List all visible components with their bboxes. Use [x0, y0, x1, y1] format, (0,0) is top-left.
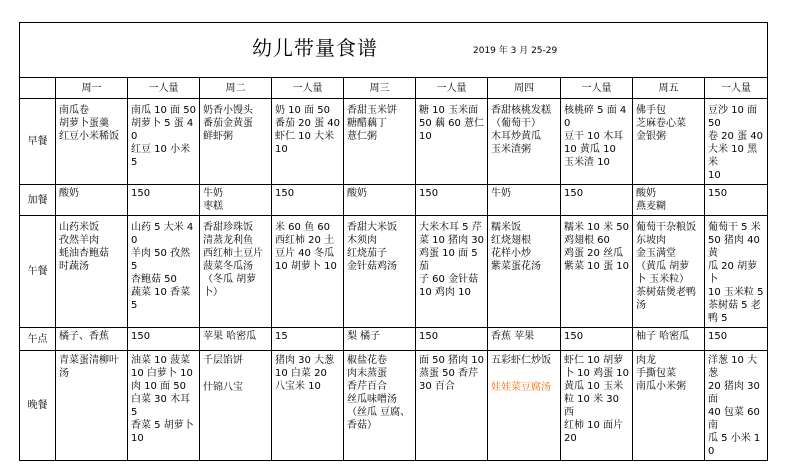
- column-header: 一人量: [561, 78, 633, 99]
- page-title: 幼儿带量食谱: [252, 36, 378, 60]
- dish-cell: [344, 99, 416, 185]
- dish-cell: [56, 99, 128, 185]
- column-header: 一人量: [128, 78, 200, 99]
- quantity-cell: [272, 328, 344, 351]
- cell-line: 燕麦糊: [636, 201, 666, 212]
- cell-line: 孜然羊肉: [59, 235, 99, 246]
- cell-line: 大米木耳 5 芹: [419, 222, 482, 233]
- cell-line: 香甜核桃发糕: [491, 105, 551, 116]
- cell-line: （葡萄干）: [491, 118, 541, 129]
- cell-line: 10 白萝卜 10: [131, 368, 193, 379]
- cell-line: 核桃碎 5 面 40: [564, 105, 627, 129]
- dish-cell: [200, 99, 272, 185]
- cell-line: 猪肉 30 大葱: [275, 355, 335, 366]
- cell-line: 什锦八宝: [203, 382, 243, 393]
- cell-line: 香甜珍珠饭: [203, 222, 253, 233]
- cell-line: 卜）: [203, 287, 223, 298]
- cell-line: 香芹百合: [347, 381, 387, 392]
- cell-line: 肉末蒸蛋: [347, 368, 387, 379]
- cell-line: 卷 20 蛋 40: [708, 131, 763, 142]
- cell-line: （丝瓜 豆腐、: [347, 407, 411, 418]
- cell-line: 糯米 10 米 50: [564, 222, 629, 233]
- cell-line: 10 黄瓜 10: [564, 144, 616, 155]
- cell-line: （黄瓜 胡萝: [636, 261, 690, 272]
- meal-label: 加餐: [20, 185, 56, 216]
- quantity-cell: [705, 351, 768, 461]
- cell-line: 20 猪肉 30 面: [708, 381, 763, 405]
- cell-line: 胡萝卜 5 蛋 40: [131, 118, 194, 142]
- quantity-cell: [272, 185, 344, 216]
- cell-line: 玉米渣粥: [491, 144, 531, 155]
- cell-line: 鲜虾粥: [203, 131, 233, 142]
- cell-line: 红烧茄子: [347, 248, 387, 259]
- cell-line: 杏鲍菇 50: [131, 274, 177, 285]
- cell-line: 150: [275, 188, 295, 199]
- date-range: 2019 年 3 月 25-29: [473, 46, 558, 56]
- cell-line: 150: [131, 331, 151, 342]
- header-row: [20, 78, 768, 99]
- quantity-cell: [416, 185, 488, 216]
- quantity-cell: [272, 99, 344, 185]
- cell-line: 10 胡萝卜 10: [275, 261, 337, 272]
- cell-line: 菜 10 猪肉 30: [419, 235, 484, 246]
- cell-line: 时蔬汤: [59, 261, 89, 272]
- cell-line: 鸡蛋 10 面 5 茄: [419, 248, 481, 272]
- cell-line: 150: [419, 188, 439, 199]
- dish-cell: [344, 216, 416, 328]
- cell-line: 金针菇鸡汤: [347, 261, 397, 272]
- cell-line: 10 鸡肉 10: [419, 287, 471, 298]
- cell-line: 香菜 5 胡萝卜: [131, 420, 194, 431]
- cell-line: 肉龙: [636, 355, 656, 366]
- cell-line: 白菜 30 木耳 5: [131, 394, 194, 418]
- cell-line: 千层馅饼: [203, 355, 243, 366]
- cell-line: 茶树菇 5 老: [708, 300, 761, 311]
- cell-line: 香菇）: [347, 420, 377, 431]
- cell-line: 西红柿土豆片: [203, 248, 263, 259]
- dish-cell: [633, 216, 705, 328]
- quantity-cell: [416, 328, 488, 351]
- cell-line: 蔬菜 10 香菜 5: [131, 287, 194, 311]
- quantity-cell: [128, 351, 200, 461]
- dish-cell: [633, 351, 705, 461]
- cell-line: 10 白菜 20: [275, 368, 327, 379]
- meal-row: [20, 328, 768, 351]
- cell-line: 五彩虾仁炒饭: [491, 355, 551, 366]
- cell-line: 红柿 10 面片: [564, 420, 624, 431]
- cell-line: 150: [131, 188, 151, 199]
- cell-line: 150: [419, 331, 439, 342]
- cell-line: 葡萄干杂粮饭: [636, 222, 696, 233]
- cell-line: 羊肉 50 孜然 5: [131, 248, 194, 272]
- cell-line: 红豆小米稀饭: [59, 131, 119, 142]
- cell-line: 豆干 10 木耳: [564, 131, 624, 142]
- cell-line: （冬瓜 胡萝: [203, 274, 257, 285]
- cell-line: 橘子、香蕉: [59, 331, 109, 342]
- cell-line: 紫菜 10 蛋 10: [564, 261, 629, 272]
- dish-cell: [200, 216, 272, 328]
- meal-row: [20, 351, 768, 461]
- cell-line: 卜 10 鸡蛋 10: [564, 368, 629, 379]
- dish-cell: [56, 328, 128, 351]
- cell-line: 南瓜小米粥: [636, 381, 686, 392]
- cell-line: 豆沙 10 面 50: [708, 105, 761, 129]
- cell-line: 10 玉米粒 5: [708, 287, 764, 298]
- cell-line: 红烧翅根: [491, 235, 531, 246]
- cell-line: 木须肉: [347, 235, 377, 246]
- cell-line: 鸡翅根 60: [564, 235, 610, 246]
- cell-line: 30 百合: [419, 381, 455, 392]
- cell-line: 梨 橘子: [347, 331, 381, 342]
- cell-line: 菠菜冬瓜汤: [203, 261, 253, 272]
- cell-line: 牛奶: [203, 188, 223, 199]
- cell-line: 青菜蛋清柳叶: [59, 355, 119, 366]
- cell-line: [203, 367, 268, 381]
- cell-line: 酸奶: [347, 188, 367, 199]
- title-cell: [20, 23, 768, 78]
- cell-line: 金银粥: [636, 131, 666, 142]
- cell-line: 清蒸龙利鱼: [203, 235, 253, 246]
- quantity-cell: [561, 351, 633, 461]
- cell-line: 50 猪肉 40 黄: [708, 235, 763, 259]
- cell-line: 胡萝卜蛋羹: [59, 118, 109, 129]
- meal-label: 午点: [20, 328, 56, 351]
- cell-line: 大米 10 黑米: [708, 144, 758, 168]
- cell-line: 南瓜卷: [59, 105, 89, 116]
- cell-line: [491, 367, 557, 381]
- cell-line: 150: [708, 331, 728, 342]
- cell-line: 黄瓜 10 玉米: [564, 381, 624, 392]
- quantity-cell: [416, 99, 488, 185]
- cell-line: 10: [275, 144, 288, 155]
- quantity-cell: [272, 216, 344, 328]
- cell-line: 薏仁粥: [347, 131, 377, 142]
- meal-label: 早餐: [20, 99, 56, 185]
- cell-line: 10: [708, 170, 721, 181]
- cell-line: 粒 10 米 30 西: [564, 394, 623, 418]
- cell-line: 南瓜 10 面 50: [131, 105, 196, 116]
- cell-line: 瓜 5 小米 10: [708, 433, 761, 457]
- cell-line: 汤: [636, 300, 646, 311]
- quantity-cell: [561, 328, 633, 351]
- quantity-cell: [705, 216, 768, 328]
- cell-line: 香甜大米饭: [347, 222, 397, 233]
- meal-label: 晚餐: [20, 351, 56, 461]
- menu-sheet: [19, 22, 768, 461]
- cell-line: 枣糕: [203, 201, 223, 212]
- dish-cell: [633, 328, 705, 351]
- cell-line: 糯米饭: [491, 222, 521, 233]
- cell-line: 娃娃菜豆腐汤: [491, 382, 551, 393]
- dish-cell: [344, 185, 416, 216]
- cell-line: 东坡肉: [636, 235, 666, 246]
- cell-line: 糖醋藕丁: [347, 118, 387, 129]
- cell-line: 子 60 金针菇: [419, 274, 479, 285]
- cell-line: 山药 5 大米 40: [131, 222, 194, 246]
- cell-line: 番茄 20 蛋 40: [275, 118, 340, 129]
- cell-line: 香蕉 苹果: [491, 331, 535, 342]
- cell-line: 奶 10 面 50: [275, 105, 330, 116]
- cell-line: 虾仁 10 胡萝: [564, 355, 624, 366]
- quantity-cell: [272, 351, 344, 461]
- cell-line: 卜 玉米粒）: [636, 274, 690, 285]
- cell-line: 佛手包: [636, 105, 666, 116]
- cell-line: 50 藕 60 薏仁: [419, 118, 484, 129]
- quantity-cell: [561, 216, 633, 328]
- cell-line: 紫菜蛋花汤: [491, 261, 541, 272]
- cell-line: 香甜玉米饼: [347, 105, 397, 116]
- cell-line: 面 50 猪肉 10: [419, 355, 484, 366]
- cell-line: 玉米渣 10: [564, 157, 610, 168]
- quantity-cell: [705, 99, 768, 185]
- column-header: 一人量: [705, 78, 768, 99]
- quantity-cell: [561, 99, 633, 185]
- header-corner: [20, 78, 56, 99]
- quantity-cell: [128, 216, 200, 328]
- cell-line: 丝瓜味噌汤: [347, 394, 397, 405]
- dish-cell: [200, 185, 272, 216]
- quantity-cell: [705, 185, 768, 216]
- cell-line: 150: [708, 188, 728, 199]
- cell-line: 苹果 哈密瓜: [203, 331, 257, 342]
- cell-line: 椒盐花卷: [347, 355, 387, 366]
- dish-cell: [488, 99, 561, 185]
- cell-line: 芝麻卷心菜: [636, 118, 686, 129]
- dish-cell: [488, 185, 561, 216]
- dish-cell: [56, 351, 128, 461]
- cell-line: 八宝米 10: [275, 381, 321, 392]
- cell-line: 糖 10 玉米面: [419, 105, 479, 116]
- quantity-cell: [705, 328, 768, 351]
- cell-line: 手撕包菜: [636, 368, 676, 379]
- dish-cell: [344, 351, 416, 461]
- cell-line: 米 60 鱼 60: [275, 222, 330, 233]
- dish-cell: [633, 99, 705, 185]
- cell-line: 15: [275, 331, 288, 342]
- quantity-cell: [416, 351, 488, 461]
- meal-label: 午餐: [20, 216, 56, 328]
- cell-line: 蚝油杏鲍菇: [59, 248, 109, 259]
- cell-line: 酸奶: [59, 188, 79, 199]
- cell-line: 葡萄干 5 米: [708, 222, 761, 233]
- column-header: 周五: [633, 78, 705, 99]
- cell-line: 150: [564, 331, 584, 342]
- cell-line: 蒸蛋 50 香芹: [419, 368, 479, 379]
- cell-line: 20: [564, 433, 577, 444]
- column-header: 一人量: [416, 78, 488, 99]
- cell-line: 虾仁 10 大米: [275, 131, 335, 142]
- cell-line: 鸭 5: [708, 313, 728, 324]
- quantity-cell: [128, 99, 200, 185]
- cell-line: 10: [419, 131, 432, 142]
- column-header: 周四: [488, 78, 561, 99]
- cell-line: 木耳炒黄瓜: [491, 131, 541, 142]
- column-header: 周二: [200, 78, 272, 99]
- meal-row: [20, 216, 768, 328]
- cell-line: 油菜 10 菠菜: [131, 355, 191, 366]
- meal-row: [20, 99, 768, 185]
- cell-line: 10: [131, 433, 144, 444]
- dish-cell: [200, 328, 272, 351]
- cell-line: 红豆 10 小米 5: [131, 144, 194, 168]
- cell-line: 金玉满堂: [636, 248, 676, 259]
- dish-cell: [488, 351, 561, 461]
- cell-line: 奶香小馒头: [203, 105, 253, 116]
- dish-cell: [488, 216, 561, 328]
- cell-line: 花样小炒: [491, 248, 531, 259]
- menu-table: [19, 22, 768, 461]
- column-header: 周三: [344, 78, 416, 99]
- meal-row: [20, 185, 768, 216]
- cell-line: 西红柿 20 土: [275, 235, 335, 246]
- cell-line: 番茄金黄蛋: [203, 118, 253, 129]
- cell-line: 瓜 20 胡萝卜: [708, 261, 758, 285]
- dish-cell: [344, 328, 416, 351]
- cell-line: 肉 10 面 50: [131, 381, 186, 392]
- cell-line: 茶树菇煲老鸭: [636, 287, 696, 298]
- cell-line: 40 包菜 60 南: [708, 407, 763, 431]
- cell-line: 豆片 40 冬瓜: [275, 248, 335, 259]
- dish-cell: [200, 351, 272, 461]
- quantity-cell: [561, 185, 633, 216]
- cell-line: 洋葱 10 大葱: [708, 355, 758, 379]
- dish-cell: [56, 185, 128, 216]
- dish-cell: [633, 185, 705, 216]
- cell-line: 牛奶: [491, 188, 511, 199]
- quantity-cell: [128, 185, 200, 216]
- cell-line: 山药米饭: [59, 222, 99, 233]
- quantity-cell: [416, 216, 488, 328]
- dish-cell: [488, 328, 561, 351]
- column-header: 一人量: [272, 78, 344, 99]
- cell-line: 150: [564, 188, 584, 199]
- dish-cell: [56, 216, 128, 328]
- cell-line: 鸡蛋 20 丝瓜: [564, 248, 624, 259]
- quantity-cell: [128, 328, 200, 351]
- cell-line: 酸奶: [636, 188, 656, 199]
- column-header: 周一: [56, 78, 128, 99]
- cell-line: 柚子 哈密瓜: [636, 331, 690, 342]
- cell-line: 汤: [59, 368, 69, 379]
